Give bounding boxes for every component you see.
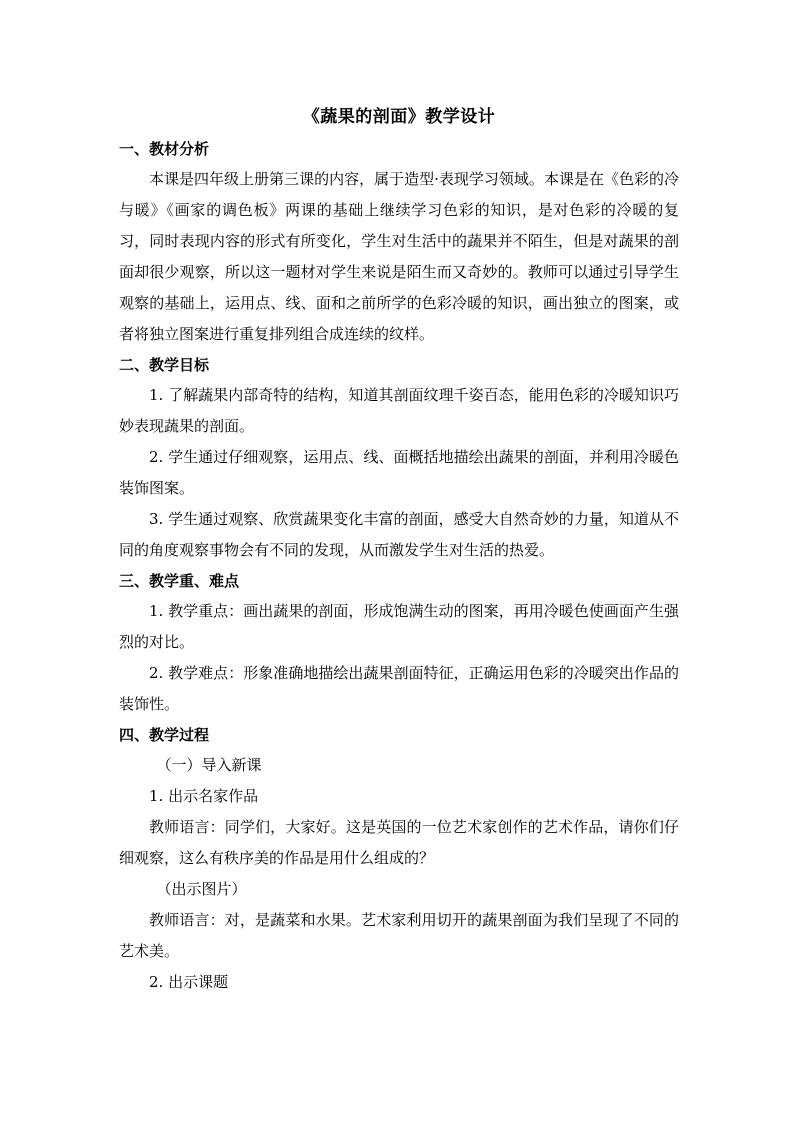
objective-item: 1. 了解蔬果内部奇特的结构，知道其剖面纹理千姿百态，能用色彩的冷暖知识巧妙表现蔬果的剖面。 xyxy=(119,386,679,435)
subsection-heading: （一）导入新课 xyxy=(156,756,262,774)
step-item: 1. 出示名家作品 xyxy=(149,787,259,805)
objective-item: 2. 学生通过仔细观察，运用点、线、面概括地描绘出蔬果的剖面，并利用冷暖色装饰图案。 xyxy=(119,448,679,497)
step-item: 2. 出示课题 xyxy=(149,973,229,991)
paragraph: 本课是四年级上册第三课的内容，属于造型·表现学习领域。本课是在《色彩的冷与暖》《画家的调色板》两课的基础上继续学习色彩的知识，是对色彩的冷暖的复习，同时表现内容的形式有所变化，学生对生活中的蔬果并不陌生，但是对蔬果的剖面却很少观察，所以这一题材对学生来说是陌生而又奇妙的。教师可以通过引导学生观察的基础上，运用点、线、面和之前所学的色彩冷暖的知识，画出独立的图案，或者将独立图案进行重复排列组合成连续的纹样。 xyxy=(119,170,679,343)
key-point-item: 1. 教学重点：画出蔬果的剖面，形成饱满生动的图案，再用冷暖色使画面产生强烈的对比。 xyxy=(119,602,679,651)
key-point-item: 2. 教学难点：形象准确地描绘出蔬果剖面特征，正确运用色彩的冷暖突出作品的装饰性。 xyxy=(119,664,679,713)
section-heading-objectives: 二、教学目标 xyxy=(119,356,210,374)
section-heading-analysis: 一、教材分析 xyxy=(119,140,210,158)
document-body xyxy=(119,100,679,998)
paragraph-note: （出示图片） xyxy=(156,880,247,898)
section-heading-key-points: 三、教学重、难点 xyxy=(119,572,240,590)
section-heading-process: 四、教学过程 xyxy=(119,726,210,744)
objective-item: 3. 学生通过观察、欣赏蔬果变化丰富的剖面，感受大自然奇妙的力量，知道从不同的角度观察事物会有不同的发现，从而激发学生对生活的热爱。 xyxy=(119,510,679,559)
paragraph: 教师语言：同学们，大家好。这是英国的一位艺术家创作的艺术作品，请你们仔细观察，这么有秩序美的作品是用什么组成的？ xyxy=(119,818,679,867)
document-title: 《蔬果的剖面》教学设计 xyxy=(302,107,496,127)
paragraph: 教师语言：对，是蔬菜和水果。艺术家利用切开的蔬果剖面为我们呈现了不同的艺术美。 xyxy=(119,911,679,960)
